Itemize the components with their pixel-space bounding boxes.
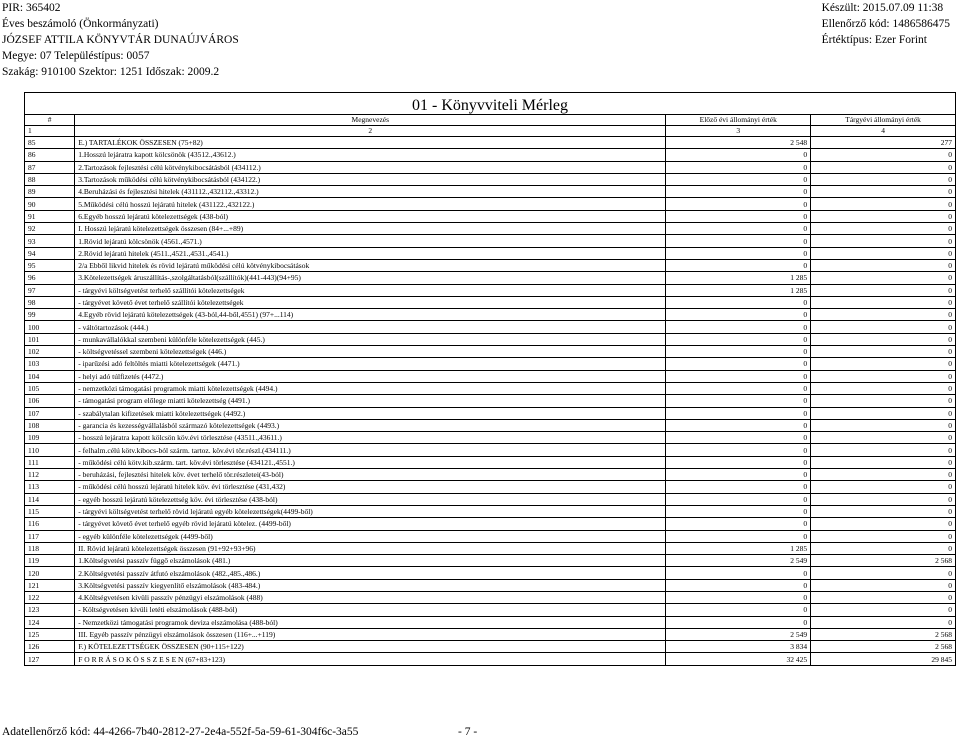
row-number: 107 <box>25 407 75 419</box>
table-row <box>25 272 956 284</box>
row-number: 115 <box>25 505 75 517</box>
sector-line: Szakág: 910100 Szektor: 1251 Időszak: 2009.2 <box>2 66 220 78</box>
row-current-value: 0 <box>811 173 956 185</box>
table-row <box>25 542 956 554</box>
table-header-row <box>25 115 956 126</box>
row-description: E.) TARTALÉKOK ÖSSZESEN (75+82) <box>75 137 666 149</box>
row-current-value: 0 <box>811 370 956 382</box>
table-row <box>25 616 956 628</box>
table-row <box>25 456 956 468</box>
row-number: 92 <box>25 223 75 235</box>
row-number: 122 <box>25 591 75 603</box>
row-number: 105 <box>25 382 75 394</box>
index-col-4: 4 <box>811 126 956 137</box>
row-description: - garancia és kezességvállalásból származó kötelezettségek (4493.) <box>75 419 666 431</box>
row-previous-value: 0 <box>666 432 811 444</box>
row-description: - Költségvetésen kívüli letéti elszámolások (488-ból) <box>75 604 666 616</box>
row-previous-value: 0 <box>666 149 811 161</box>
row-description: - tárgyévi költségvetést terhelő rövid lejáratú egyéb kötelezettségek(4499-ből) <box>75 505 666 517</box>
row-number: 85 <box>25 137 75 149</box>
table-row <box>25 137 956 149</box>
table-row <box>25 370 956 382</box>
header-current-year: Tárgyévi állományi érték <box>811 115 956 126</box>
row-number: 119 <box>25 555 75 567</box>
row-current-value: 0 <box>811 296 956 308</box>
row-previous-value: 0 <box>666 579 811 591</box>
row-number: 99 <box>25 309 75 321</box>
row-number: 101 <box>25 333 75 345</box>
row-number: 94 <box>25 247 75 259</box>
row-description: - nemzetközi támogatási programok miatti kötelezettségek (4494.) <box>75 382 666 394</box>
row-previous-value: 0 <box>666 186 811 198</box>
row-description: 1.Rövid lejáratú kölcsönök (4561.,4571.) <box>75 235 666 247</box>
row-current-value: 0 <box>811 149 956 161</box>
table-row <box>25 432 956 444</box>
pir-line: PIR: 365402 <box>2 2 61 14</box>
row-description: 6.Egyéb hosszú lejáratú kötelezettségek (438-ból) <box>75 210 666 222</box>
table-row <box>25 235 956 247</box>
row-description: 3.Kötelezettségek áruszállítás-,szolgáltatásból(szállítók)(441-443)(94+95) <box>75 272 666 284</box>
footer-check-code: Adatellenőrző kód: 44-4266-7b40-2812-27-2e4a-552f-5a-59-61-304f6c-3a55 <box>2 726 359 738</box>
page-number: - 7 - <box>458 726 478 738</box>
row-current-value: 0 <box>811 198 956 210</box>
table-row <box>25 628 956 640</box>
row-number: 124 <box>25 616 75 628</box>
row-previous-value: 0 <box>666 358 811 370</box>
table-row <box>25 149 956 161</box>
row-current-value: 0 <box>811 235 956 247</box>
row-description: F.) KÖTELEZETTSÉGEK ÖSSZESEN (90+115+122) <box>75 641 666 653</box>
table-row <box>25 579 956 591</box>
row-previous-value: 1 285 <box>666 542 811 554</box>
row-previous-value: 0 <box>666 370 811 382</box>
row-current-value: 0 <box>811 223 956 235</box>
table-row <box>25 259 956 271</box>
row-number: 95 <box>25 259 75 271</box>
row-number: 108 <box>25 419 75 431</box>
row-previous-value: 0 <box>666 382 811 394</box>
row-previous-value: 0 <box>666 493 811 505</box>
table-row <box>25 284 956 296</box>
row-number: 89 <box>25 186 75 198</box>
table-row <box>25 186 956 198</box>
table-index-row <box>25 126 956 137</box>
row-previous-value: 0 <box>666 530 811 542</box>
row-current-value: 0 <box>811 161 956 173</box>
table-row <box>25 604 956 616</box>
row-description: - helyi adó túlfizetés (4472.) <box>75 370 666 382</box>
value-type: Értéktípus: Ezer Forint <box>821 34 927 46</box>
row-description: 2.Költségvetési passzív átfutó elszámolások (482.,485.,486.) <box>75 567 666 579</box>
row-current-value: 0 <box>811 346 956 358</box>
table-row <box>25 419 956 431</box>
table-row <box>25 247 956 259</box>
row-description: 1.Hosszú lejáratra kapott kölcsönök (43512.,43612.) <box>75 149 666 161</box>
row-current-value: 0 <box>811 395 956 407</box>
row-description: 2.Rövid lejáratú hitelek (4511.,4521.,4531.,4541.) <box>75 247 666 259</box>
row-current-value: 0 <box>811 616 956 628</box>
table-row <box>25 161 956 173</box>
row-number: 118 <box>25 542 75 554</box>
row-previous-value: 0 <box>666 616 811 628</box>
row-previous-value: 0 <box>666 247 811 259</box>
row-description: 3.Költségvetési passzív kiegyenlítő elszámolások (483-484.) <box>75 579 666 591</box>
row-current-value: 0 <box>811 542 956 554</box>
row-current-value: 0 <box>811 444 956 456</box>
row-description: - tárgyévet követő évet terhelő egyéb rövid lejáratú kötelez. (4499-ből) <box>75 518 666 530</box>
row-description: - egyéb különféle kötelezettségek (4499-ből) <box>75 530 666 542</box>
table-row <box>25 591 956 603</box>
row-description: - tárgyévet követő évet terhelő szállítói kötelezettségek <box>75 296 666 308</box>
row-previous-value: 0 <box>666 567 811 579</box>
row-previous-value: 0 <box>666 161 811 173</box>
row-description: - működési célú hosszú lejáratú hitelek köv. évi törlesztése (431,432) <box>75 481 666 493</box>
table-row <box>25 444 956 456</box>
row-number: 109 <box>25 432 75 444</box>
row-previous-value: 0 <box>666 173 811 185</box>
row-description: 2.Tartozások fejlesztési célú kötvénykibocsátásból (434112.) <box>75 161 666 173</box>
row-previous-value: 0 <box>666 469 811 481</box>
row-current-value: 0 <box>811 432 956 444</box>
table-row <box>25 382 956 394</box>
row-previous-value: 0 <box>666 198 811 210</box>
row-previous-value: 32 425 <box>666 653 811 665</box>
row-current-value: 0 <box>811 591 956 603</box>
row-previous-value: 0 <box>666 210 811 222</box>
row-current-value: 0 <box>811 333 956 345</box>
row-previous-value: 0 <box>666 591 811 603</box>
row-current-value: 0 <box>811 518 956 530</box>
row-current-value: 0 <box>811 469 956 481</box>
row-number: 90 <box>25 198 75 210</box>
row-previous-value: 0 <box>666 309 811 321</box>
row-number: 113 <box>25 481 75 493</box>
row-previous-value: 3 834 <box>666 641 811 653</box>
table-row <box>25 518 956 530</box>
table-row <box>25 530 956 542</box>
row-previous-value: 0 <box>666 395 811 407</box>
row-description: 4.Költségvetésen kívüli passzív pénzügyi elszámolások (488) <box>75 591 666 603</box>
row-description: 4.Egyéb rövid lejáratú kötelezettségek (43-ból,44-ből,4551) (97+...114) <box>75 309 666 321</box>
table-row <box>25 223 956 235</box>
index-col-2: 2 <box>75 126 666 137</box>
header-number: # <box>25 115 75 126</box>
row-description: 1.Költségvetési passzív függő elszámolások (481.) <box>75 555 666 567</box>
report-header-right <box>822 0 950 48</box>
row-description: - egyéb hosszú lejáratú kötelezettség köv. évi törlesztése (438-ból) <box>75 493 666 505</box>
row-number: 97 <box>25 284 75 296</box>
row-previous-value: 0 <box>666 223 811 235</box>
row-number: 100 <box>25 321 75 333</box>
row-previous-value: 0 <box>666 346 811 358</box>
table-row <box>25 407 956 419</box>
row-current-value: 0 <box>811 604 956 616</box>
row-previous-value: 2 549 <box>666 555 811 567</box>
row-current-value: 0 <box>811 530 956 542</box>
row-previous-value: 0 <box>666 259 811 271</box>
row-current-value: 0 <box>811 210 956 222</box>
row-current-value: 0 <box>811 407 956 419</box>
table-row <box>25 555 956 567</box>
row-description: - tárgyévi költségvetést terhelő szállítói kötelezettségek <box>75 284 666 296</box>
balance-sheet-table <box>24 114 956 666</box>
report-header-left <box>2 0 239 80</box>
row-number: 110 <box>25 444 75 456</box>
table-row <box>25 346 956 358</box>
row-number: 123 <box>25 604 75 616</box>
row-previous-value: 0 <box>666 518 811 530</box>
row-description: 4.Beruházási és fejlesztési hitelek (431112.,432112.,43312.) <box>75 186 666 198</box>
table-row <box>25 641 956 653</box>
row-number: 93 <box>25 235 75 247</box>
row-current-value: 0 <box>811 259 956 271</box>
row-number: 116 <box>25 518 75 530</box>
row-number: 126 <box>25 641 75 653</box>
report-type-line: Éves beszámoló (Önkormányzati) <box>2 18 159 30</box>
table-row <box>25 210 956 222</box>
row-current-value: 0 <box>811 567 956 579</box>
row-current-value: 0 <box>811 284 956 296</box>
row-description: - támogatási program előlege miatti kötelezettség (4491.) <box>75 395 666 407</box>
row-previous-value: 0 <box>666 419 811 431</box>
header-previous-year: Előző évi állományi érték <box>666 115 811 126</box>
row-number: 88 <box>25 173 75 185</box>
row-previous-value: 2 548 <box>666 137 811 149</box>
table-row <box>25 505 956 517</box>
control-code: Ellenőrző kód: 1486586475 <box>821 18 950 30</box>
row-current-value: 0 <box>811 247 956 259</box>
row-current-value: 277 <box>811 137 956 149</box>
table-row <box>25 567 956 579</box>
index-col-3: 3 <box>666 126 811 137</box>
row-current-value: 0 <box>811 419 956 431</box>
table-row <box>25 321 956 333</box>
row-current-value: 2 568 <box>811 641 956 653</box>
row-description: F O R R Á S O K Ö S S Z E S E N (67+83+123) <box>75 653 666 665</box>
row-current-value: 0 <box>811 493 956 505</box>
row-number: 120 <box>25 567 75 579</box>
row-number: 114 <box>25 493 75 505</box>
table-row <box>25 296 956 308</box>
row-description: - váltótartozások (444.) <box>75 321 666 333</box>
row-current-value: 0 <box>811 358 956 370</box>
row-description: - működési célú kötv.kib.szárm. tart. köv.évi törlesztése (434121.,4551.) <box>75 456 666 468</box>
row-description: - költségvetéssel szembeni kötelezettségek (446.) <box>75 346 666 358</box>
row-current-value: 2 568 <box>811 628 956 640</box>
table-row <box>25 493 956 505</box>
row-description: - felhalm.célú kötv.kibocs-ból szárm. tartoz. köv.évi tör.részl.(434111.) <box>75 444 666 456</box>
row-current-value: 0 <box>811 321 956 333</box>
table-row <box>25 395 956 407</box>
row-number: 125 <box>25 628 75 640</box>
row-previous-value: 0 <box>666 235 811 247</box>
row-number: 91 <box>25 210 75 222</box>
index-col-1: 1 <box>25 126 75 137</box>
created-date: Készült: 2015.07.09 11:38 <box>821 2 944 14</box>
row-previous-value: 1 285 <box>666 284 811 296</box>
table-row <box>25 481 956 493</box>
row-previous-value: 0 <box>666 505 811 517</box>
row-number: 103 <box>25 358 75 370</box>
row-number: 117 <box>25 530 75 542</box>
row-number: 106 <box>25 395 75 407</box>
row-number: 86 <box>25 149 75 161</box>
row-current-value: 0 <box>811 481 956 493</box>
row-number: 111 <box>25 456 75 468</box>
row-description: II. Rövid lejáratú kötelezettségek összesen (91+92+93+96) <box>75 542 666 554</box>
row-current-value: 2 568 <box>811 555 956 567</box>
row-previous-value: 0 <box>666 456 811 468</box>
row-number: 98 <box>25 296 75 308</box>
row-description: - munkavállalókkal szembeni különféle kötelezettségek (445.) <box>75 333 666 345</box>
row-previous-value: 0 <box>666 407 811 419</box>
row-description: I. Hosszú lejáratú kötelezettségek összesen (84+...+89) <box>75 223 666 235</box>
row-previous-value: 0 <box>666 604 811 616</box>
row-previous-value: 0 <box>666 481 811 493</box>
row-description: III. Egyéb passzív pénzügyi elszámolások összesen (116+...+119) <box>75 628 666 640</box>
row-previous-value: 0 <box>666 333 811 345</box>
row-previous-value: 0 <box>666 296 811 308</box>
row-description: 2/a Ebből likvid hitelek és rövid lejáratú működési célú kötvénykibocsátások <box>75 259 666 271</box>
row-description: - szabálytalan kifizetések miatti kötelezettségek (4492.) <box>75 407 666 419</box>
title-box <box>24 92 956 115</box>
table-row <box>25 358 956 370</box>
row-description: - Nemzetközi támogatási programok deviza elszámolása (488-ból) <box>75 616 666 628</box>
row-previous-value: 2 549 <box>666 628 811 640</box>
row-current-value: 0 <box>811 186 956 198</box>
row-current-value: 0 <box>811 579 956 591</box>
row-number: 104 <box>25 370 75 382</box>
row-description: - iparűzési adó feltöltés miatti kötelezettségek (4471.) <box>75 358 666 370</box>
row-number: 96 <box>25 272 75 284</box>
header-description: Megnevezés <box>75 115 666 126</box>
row-current-value: 0 <box>811 272 956 284</box>
table-row <box>25 198 956 210</box>
row-number: 112 <box>25 469 75 481</box>
row-current-value: 29 845 <box>811 653 956 665</box>
row-previous-value: 1 285 <box>666 272 811 284</box>
row-number: 102 <box>25 346 75 358</box>
table-row <box>25 653 956 665</box>
table-row <box>25 469 956 481</box>
row-number: 87 <box>25 161 75 173</box>
row-current-value: 0 <box>811 505 956 517</box>
row-current-value: 0 <box>811 309 956 321</box>
table-row <box>25 173 956 185</box>
table-row <box>25 333 956 345</box>
row-description: 3.Tartozások működési célú kötvénykibocsátásból (434122.) <box>75 173 666 185</box>
row-current-value: 0 <box>811 456 956 468</box>
row-description: 5.Működési célú hosszú lejáratú hitelek (431122.,432122.) <box>75 198 666 210</box>
row-description: - hosszú lejáratra kapott kölcsön köv.évi törlesztése (43511.,43611.) <box>75 432 666 444</box>
row-previous-value: 0 <box>666 444 811 456</box>
page-title: 01 - Könyvviteli Mérleg <box>412 97 568 114</box>
row-previous-value: 0 <box>666 321 811 333</box>
county-line: Megye: 07 Településtípus: 0057 <box>2 50 150 62</box>
row-description: - beruházási, fejlesztési hitelek köv. évet terhelő tör.részletei(43-ból) <box>75 469 666 481</box>
row-number: 127 <box>25 653 75 665</box>
row-number: 121 <box>25 579 75 591</box>
institution-name: JÓZSEF ATTILA KÖNYVTÁR DUNAÚJVÁROS <box>2 34 239 46</box>
table-row <box>25 309 956 321</box>
row-current-value: 0 <box>811 382 956 394</box>
